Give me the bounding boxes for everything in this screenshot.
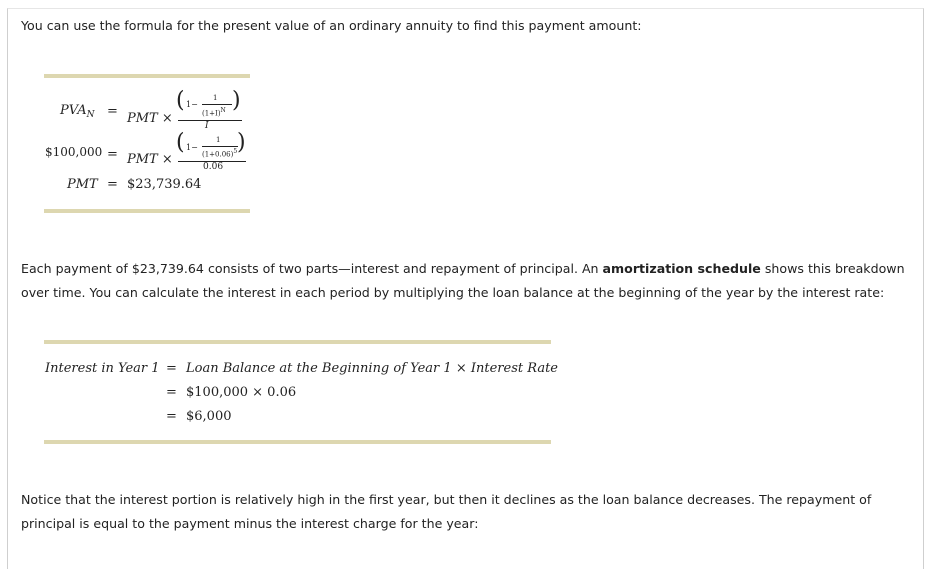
row2-one: 1−: [186, 143, 198, 152]
row3-rhs: $23,739.64: [127, 177, 202, 192]
row3-eq: =: [107, 177, 118, 192]
row1-pmt: PMT ×: [127, 111, 173, 126]
row2-lhs: $100,000: [45, 145, 103, 159]
paren2-close: ): [237, 130, 246, 155]
row2-inner-one: 1: [216, 136, 221, 144]
interest-eq2: =: [166, 385, 177, 400]
interest-eq3: =: [166, 409, 177, 424]
formula1-top-rule: [44, 74, 250, 78]
row1-inner-line: [202, 104, 232, 105]
formula2-top-rule: [44, 340, 551, 344]
interest-rhs3: $6,000: [186, 409, 232, 424]
row2-pmt: PMT ×: [127, 152, 173, 167]
row2-inner-den: $(1+0.06)^5$: [202, 148, 238, 159]
row2-den-rate: 0.06: [203, 162, 224, 172]
row1-den-i: I: [205, 121, 209, 131]
row1-one: 1−: [186, 100, 198, 109]
formula2-bottom-rule: [44, 440, 551, 444]
interest-rhs1: Loan Balance at the Beginning of Year 1 × Interest Rate: [186, 361, 558, 376]
principal-paragraph: Notice that the interest portion is relatively high in the first year, but then it declines as the loan balance decreases. The repayment of principal is equal to the payment minus the interest charge for the year:: [21, 492, 872, 531]
intro-text: You can use the formula for the present value of an ordinary annuity to find this payment amount:: [21, 18, 642, 33]
paren-open: (: [176, 88, 185, 113]
interest-eq1: =: [166, 361, 177, 376]
row2-eq: =: [107, 147, 118, 162]
paren-close: ): [232, 88, 241, 113]
interest-lhs: Interest in Year 1: [45, 361, 160, 376]
row1-inner-one: 1: [213, 94, 218, 102]
amortization-paragraph: Each payment of $23,739.64 consists of two parts—interest and repayment of principal. An amortization schedule shows this breakdown over time. You can calculate the interest in each period by multiplying the loan balance at the beginning of the year by the interest rate:: [21, 261, 905, 300]
row1-main-line: [178, 120, 242, 121]
row1-lhs: $PVA_N$: [60, 103, 95, 120]
formula1-bottom-rule: [44, 209, 250, 213]
interest-rhs2: $100,000 × 0.06: [186, 385, 297, 400]
row1-eq: =: [107, 104, 118, 119]
row2-inner-line: [202, 146, 238, 147]
paren2-open: (: [176, 130, 185, 155]
row1-inner-den: $(1+I)^N$: [202, 107, 226, 118]
amortization-term: amortization schedule: [602, 261, 761, 276]
row3-lhs: PMT: [67, 177, 98, 192]
